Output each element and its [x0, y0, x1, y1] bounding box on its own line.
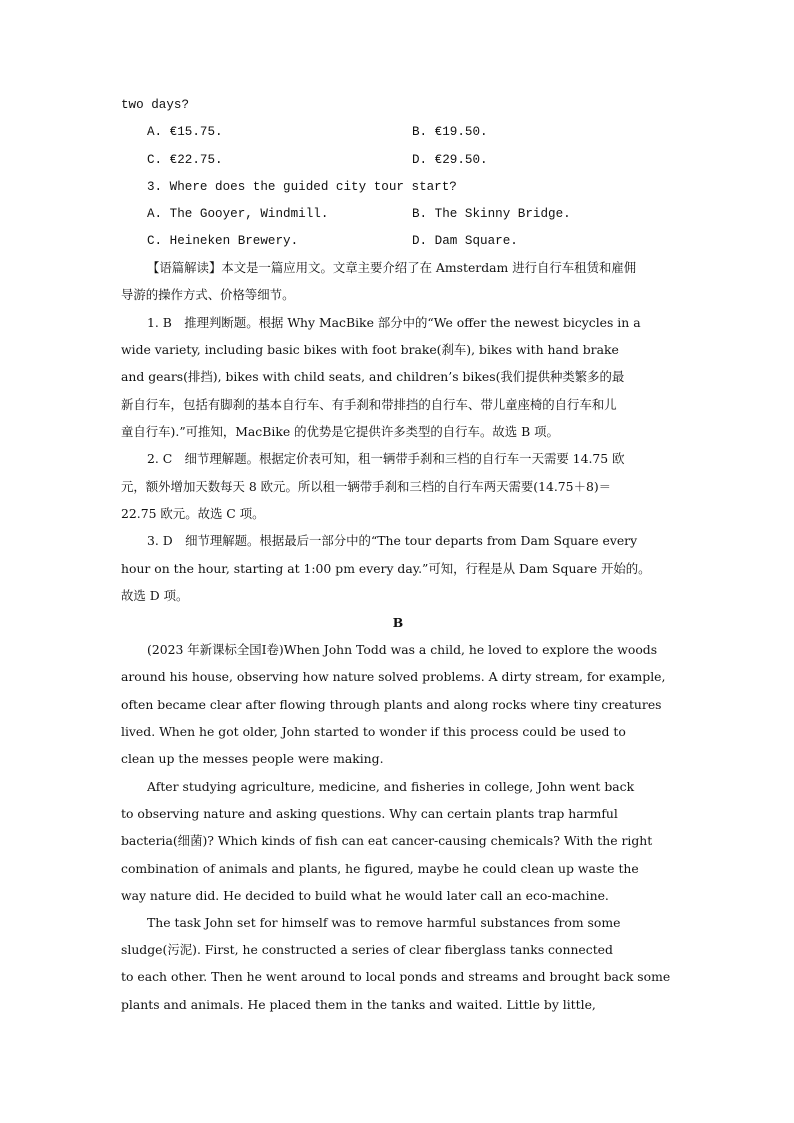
answer-1: 1. B 推理判断题。根据 Why MacBike 部分中的“We offer the newest bicycles in a: [147, 315, 641, 330]
section-heading: B: [392, 615, 404, 630]
answer-3: 3. D 细节理解题。根据最后一部分中的“The tour departs from Dam Square every: [147, 533, 638, 548]
passage-paragraph-1: (2023 年新课标全国Ⅰ卷)When John Todd was a child, he loved to explore the woods: [147, 642, 658, 657]
option-a: A. The Gooyer, Windmill.: [147, 207, 329, 221]
answer-1: and gears(排挡), bikes with child seats, and children’s bikes(我们提供种类繁多的最: [121, 369, 625, 384]
passage-paragraph-3: sludge(污泥). First, he constructed a series of clear fiberglass tanks connected: [121, 942, 613, 957]
answer-2: 2. C 细节理解题。根据定价表可知，租一辆带手刹和三档的自行车一天需要 14.75 欧: [147, 451, 625, 466]
option-d: D. Dam Square.: [412, 234, 518, 248]
answer-3: 故选 D 项。: [121, 588, 189, 603]
passage-paragraph-3: to each other. Then he went around to local ponds and streams and brought back some: [121, 969, 671, 984]
passage-paragraph-2: combination of animals and plants, he figured, maybe he could clean up waste the: [121, 861, 639, 876]
option-c: C. €22.75.: [147, 153, 223, 167]
question-3-stem: 3. Where does the guided city tour start?: [147, 180, 457, 194]
passage-analysis: 【语篇解读】本文是一篇应用文。文章主要介绍了在 Amsterdam 进行自行车租赁和雇佣: [147, 260, 637, 275]
option-b: B. The Skinny Bridge.: [412, 207, 571, 221]
answer-1: 童自行车).”可推知，MacBike 的优势是它提供许多类型的自行车。故选 B 项。: [121, 424, 559, 439]
answer-2: 元，额外增加天数每天 8 欧元。所以租一辆带手刹和三档的自行车两天需要(14.75＋8)＝: [121, 479, 612, 494]
question-3-options: [121, 206, 675, 222]
option-a: A. €15.75.: [147, 125, 223, 139]
passage-paragraph-2: way nature did. He decided to build what he would later call an eco-machine.: [121, 888, 609, 903]
passage-paragraph-1: around his house, observing how nature solved problems. A dirty stream, for example,: [121, 669, 666, 684]
option-c: C. Heineken Brewery.: [147, 234, 299, 248]
question-2-options: [121, 124, 675, 140]
answer-1: wide variety, including basic bikes with foot brake(刹车), bikes with hand brake: [121, 342, 619, 357]
option-d: D. €29.50.: [412, 153, 488, 167]
question-3-options: [121, 233, 675, 249]
passage-paragraph-1: often became clear after flowing through plants and along rocks where tiny creatures: [121, 697, 662, 712]
passage-paragraph-2: After studying agriculture, medicine, and fisheries in college, John went back: [147, 779, 635, 794]
passage-analysis: 导游的操作方式、价格等细节。: [121, 287, 295, 302]
passage-paragraph-3: plants and animals. He placed them in the tanks and waited. Little by little,: [121, 997, 596, 1012]
question-2-options: [121, 152, 675, 168]
passage-paragraph-2: to observing nature and asking questions. Why can certain plants trap harmful: [121, 806, 618, 821]
answer-2: 22.75 欧元。故选 C 项。: [121, 506, 265, 521]
answer-1: 新自行车，包括有脚刹的基本自行车、有手刹和带排挡的自行车、带儿童座椅的自行车和儿: [121, 397, 617, 412]
passage-paragraph-3: The task John set for himself was to remove harmful substances from some: [147, 915, 621, 930]
passage-paragraph-2: bacteria(细菌)? Which kinds of fish can eat cancer-causing chemicals? With the right: [121, 833, 653, 848]
question-continuation: two days?: [121, 98, 190, 112]
answer-3: hour on the hour, starting at 1:00 pm every day.”可知，行程是从 Dam Square 开始的。: [121, 561, 651, 576]
option-b: B. €19.50.: [412, 125, 488, 139]
passage-paragraph-1: lived. When he got older, John started to wonder if this process could be used to: [121, 724, 626, 739]
passage-paragraph-1: clean up the messes people were making.: [121, 751, 384, 766]
